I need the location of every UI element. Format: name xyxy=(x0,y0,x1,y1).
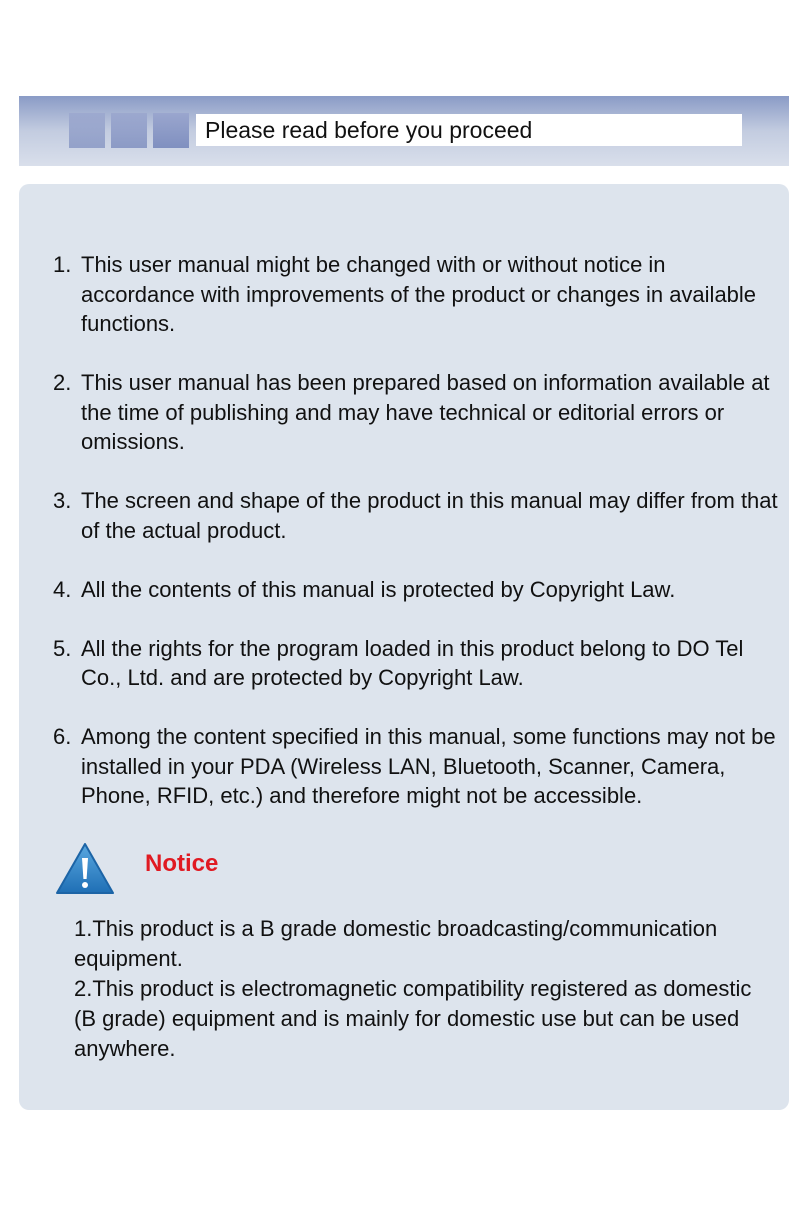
content-panel xyxy=(19,184,789,1110)
header-decor-square-1 xyxy=(69,113,105,148)
list-item-text: The screen and shape of the product in this manual may differ from that of the actual product. xyxy=(81,488,778,543)
list-item-number: 5. xyxy=(53,635,72,661)
notice-line: 2.This product is electromagnetic compatibility registered as domestic (B grade) equipment and is mainly for domestic use but can be used anywhere. xyxy=(74,976,752,1061)
list-item xyxy=(53,486,779,545)
list-item-text: This user manual might be changed with or without notice in accordance with improvements of the product or changes in available functions. xyxy=(81,252,757,336)
list-item xyxy=(53,250,779,339)
notice-title: Notice xyxy=(145,850,219,877)
warning-triangle-icon xyxy=(55,842,115,896)
list-item-text: All the contents of this manual is protected by Copyright Law. xyxy=(81,576,676,602)
list-item xyxy=(53,575,779,605)
notice-line: 1.This product is a B grade domestic broadcasting/communication equipment. xyxy=(74,916,718,971)
list-item xyxy=(53,634,779,693)
list-item xyxy=(53,368,779,457)
header-decor-square-2 xyxy=(111,113,147,148)
list-item xyxy=(53,722,779,811)
list-item-number: 2. xyxy=(53,370,72,395)
list-item-text: This user manual has been prepared based on information available at the time of publishing and may have technical or editorial errors or omissions. xyxy=(81,370,770,454)
page-title: Please read before you proceed xyxy=(196,114,742,146)
list-item-text: Among the content specified in this manual, some functions may not be installed in your PDA (Wireless LAN, Bluetooth, Scanner, Camera, Phone, RFID, etc.) and therefore might not be accessible. xyxy=(81,724,776,808)
instruction-list xyxy=(53,250,779,840)
list-item-text: All the rights for the program loaded in this product belong to DO Tel Co., Ltd. and are protected by Copyright Law. xyxy=(81,635,744,690)
notice-header xyxy=(55,842,355,902)
notice-body xyxy=(74,914,774,1064)
list-item-number: 6. xyxy=(53,724,72,749)
header-band xyxy=(19,96,789,166)
list-item-number: 4. xyxy=(53,576,72,602)
header-decor-square-3 xyxy=(153,113,189,148)
list-item-number: 3. xyxy=(53,488,72,513)
list-item-number: 1. xyxy=(53,252,72,277)
